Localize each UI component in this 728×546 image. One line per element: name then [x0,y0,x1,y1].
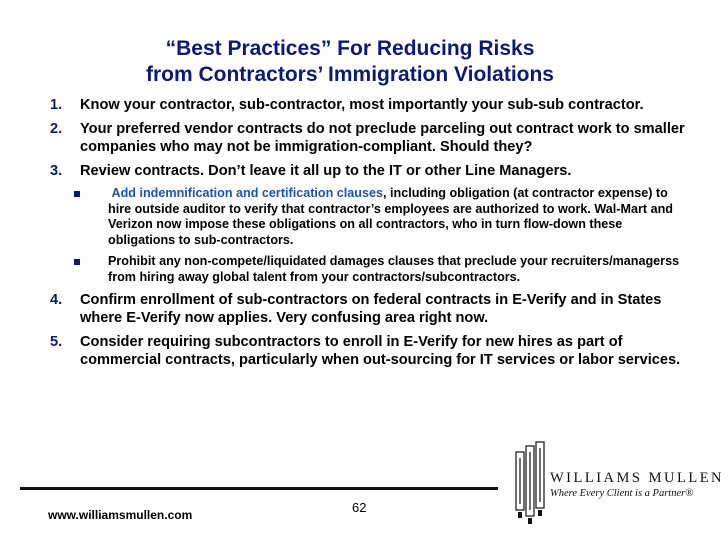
slide-title-line-2: from Contractors’ Immigration Violations [145,63,554,86]
item-number: 5. [50,334,63,350]
footer-url[interactable]: www.williamsmullen.com [48,508,193,522]
slide-title [60,36,640,88]
sub-item-non-compete [50,254,690,285]
item-text: Confirm enrollment of sub-contractors on federal contracts in E-Verify and in States where E-Verify now applies. Very confusing area right now. [80,292,662,326]
sub-item-indemnification [50,186,690,248]
logo-brand-name: WILLIAMS MULLEN [550,470,725,486]
list-item-5 [50,333,690,369]
item-text: Your preferred vendor contracts do not preclude parceling out contract work to smaller companies who may not be immigration-compliant. Should they? [80,121,685,155]
sub-item-text: Prohibit any non-compete/liquidated damages clauses that preclude your recruiters/managerss from hiring away global talent from your contractors/subcontractors. [108,254,680,284]
item-text: Know your contractor, sub-contractor, most importantly your sub-sub contractor. [80,97,644,113]
indemnification-link[interactable]: Add indemnification and certification clauses [111,186,384,200]
sub-item-text: , including obligation (at contractor expense) to hire outside auditor to verify that contractor’s employees are authorized to work. Wal-Mart and Verizon now impose these obligations on all contractors, who in turn flow-down these obligations to sub-contractors. [108,186,673,247]
item-number: 4. [50,292,63,308]
list-item-2 [50,120,690,156]
list-item-1 [50,96,690,114]
square-bullet-icon [74,191,80,197]
item-text: Review contracts. Don’t leave it all up to the IT or other Line Managers. [80,163,572,179]
slide-title-line-1: “Best Practices” For Reducing Risks [165,37,535,60]
page-number: 62 [352,500,367,515]
footer-divider [20,487,498,490]
square-bullet-icon [74,259,80,265]
best-practices-list [50,96,690,375]
list-item-3 [50,162,690,180]
item-number: 2. [50,121,63,137]
item-number: 1. [50,97,63,113]
logo-tagline: Where Every Client is a Partner® [550,488,694,499]
item-number: 3. [50,163,63,179]
item-text: Consider requiring subcontractors to enroll in E-Verify for new hires as part of commercial contracts, particularly when out-sourcing for IT services or labor services. [80,334,681,368]
list-item-4 [50,291,690,327]
